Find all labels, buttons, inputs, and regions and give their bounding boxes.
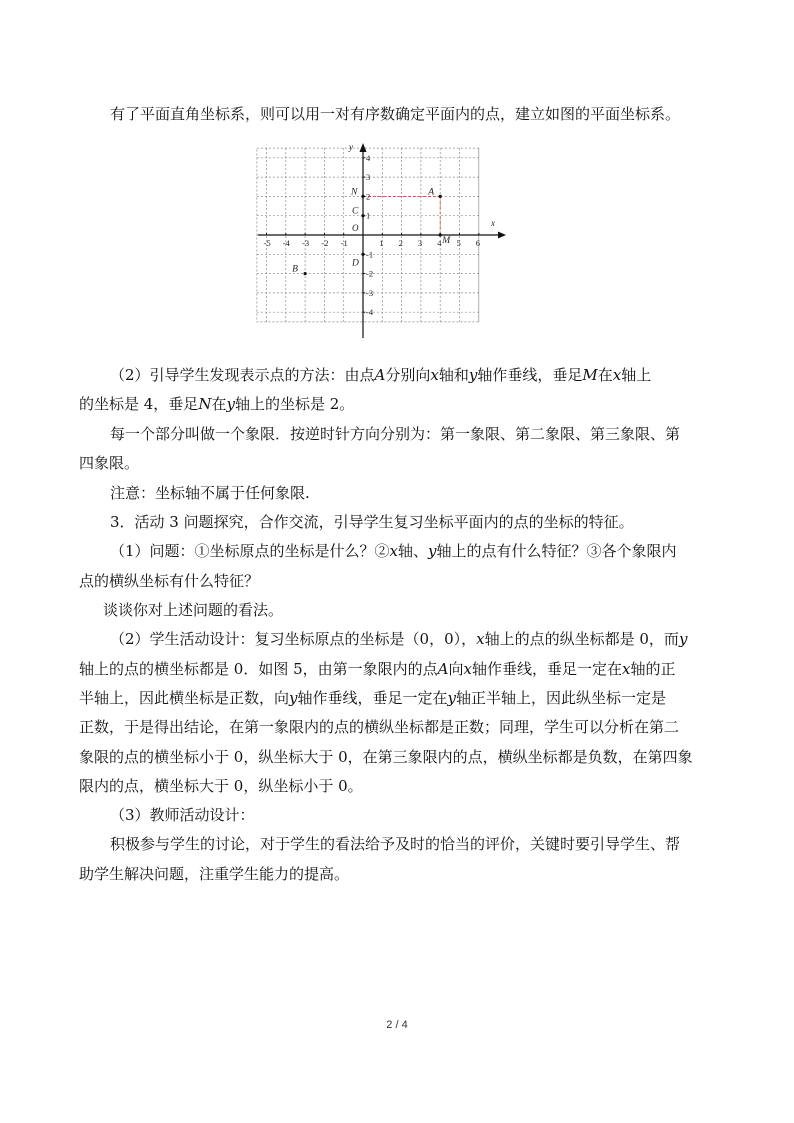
y-axis-label: y [349, 142, 353, 152]
x-tick-label: -4 [282, 238, 290, 248]
y-tick-label: 1 [366, 210, 371, 221]
paragraph-method-line2: 的坐标是 4，垂足N在y轴上的坐标是 2。 [79, 395, 355, 413]
question-line2: 点的横纵坐标有什么特征？ [79, 572, 260, 590]
y-tick-label: -2 [366, 268, 374, 279]
point-a [439, 195, 442, 198]
x-tick-label: 6 [475, 238, 481, 248]
student-design-line4: 正数，于是得出结论，在第一象限内的点的横纵坐标都是正数；同理，学生可以分析在第二 [79, 718, 680, 736]
point-b [304, 272, 307, 275]
point-label-a: A [428, 187, 435, 198]
point-n [361, 195, 364, 198]
x-tick-label: -2 [321, 238, 329, 248]
points [292, 187, 451, 275]
x-tick-label: -5 [263, 238, 271, 248]
x-axis-label: x [491, 218, 495, 228]
x-tick-label: 3 [417, 238, 423, 248]
note-text: 注意：坐标轴不属于任何象限. [110, 484, 310, 502]
point-label-m: M [442, 236, 451, 246]
intro-paragraph: 有了平面直角坐标系，则可以用一对有序数确定平面内的点，建立如图的平面坐标系。 [110, 105, 681, 123]
x-tick-label: -1 [340, 238, 348, 248]
x-tick-label: 5 [456, 238, 461, 248]
y-tick-label: -4 [366, 307, 374, 318]
talk-text: 谈谈你对上述问题的看法。 [103, 601, 284, 619]
student-design-line5: 象限的点的横坐标小于 0，纵坐标大于 0，在第三象限内的点，横纵坐标都是负数，在第四象 [79, 748, 693, 766]
paragraph-method-line1: （2）引导学生发现表示点的方法：由点A分别向x轴和y轴作垂线，垂足M在x轴上 [110, 366, 652, 384]
x-tick-label: -3 [302, 238, 310, 248]
teacher-design-line1: 积极参与学生的讨论，对于学生的看法给予及时的恰当的评价，关键时要引导学生、帮 [110, 835, 681, 853]
page-number: 2 / 4 [386, 1019, 408, 1031]
paragraph-quadrant-line2: 四象限。 [79, 454, 140, 472]
y-tick-label: -3 [366, 287, 374, 298]
student-design-line3: 半轴上，因此横坐标是正数，向y轴作垂线，垂足一定在y轴正半轴上，因此纵坐标一定是 [79, 689, 667, 707]
origin-label: O [352, 223, 359, 233]
y-tick-label: 4 [366, 152, 371, 163]
point-label-d: D [352, 258, 359, 269]
teacher-design-line2: 助学生解决问题，注重学生能力的提高。 [79, 865, 350, 883]
teacher-design-title: （3）教师活动设计： [110, 806, 255, 824]
coordinate-figure [248, 138, 508, 346]
x-tick-label: 2 [398, 238, 403, 248]
y-tick-label: 3 [366, 172, 371, 183]
point-label-c: C [352, 206, 359, 217]
point-d [361, 253, 364, 256]
student-design-line6: 限内的点，横坐标大于 0，纵坐标小于 0。 [79, 777, 363, 795]
point-label-n: N [351, 187, 358, 198]
y-tick-label: 2 [366, 191, 371, 202]
student-design-line2: 轴上的点的横坐标都是 0．如图 5，由第一象限内的点A向x轴作垂线，垂足一定在x轴的正 [79, 660, 676, 678]
y-tick-label: -1 [366, 249, 374, 260]
x-axis-arrow [498, 232, 506, 239]
y-axis-arrow [360, 143, 367, 152]
question-line1: （1）问题：①坐标原点的坐标是什么？②x轴、y轴上的点有什么特征？③各个象限内 [110, 542, 677, 560]
activity3-title: 3．活动 3 问题探究，合作交流，引导学生复习坐标平面内的点的坐标的特征。 [110, 513, 634, 531]
point-c [361, 214, 364, 217]
x-tick-label: 4 [437, 238, 442, 248]
x-tick-label: 1 [379, 238, 384, 248]
student-design-line1: （2）学生活动设计：复习坐标原点的坐标是（0，0），x轴上的点的纵坐标都是 0，而y [110, 630, 688, 648]
point-label-b: B [292, 264, 298, 275]
paragraph-quadrant-line1: 每一个部分叫做一个象限．按逆时针方向分别为：第一象限、第二象限、第三象限、第 [110, 425, 681, 443]
